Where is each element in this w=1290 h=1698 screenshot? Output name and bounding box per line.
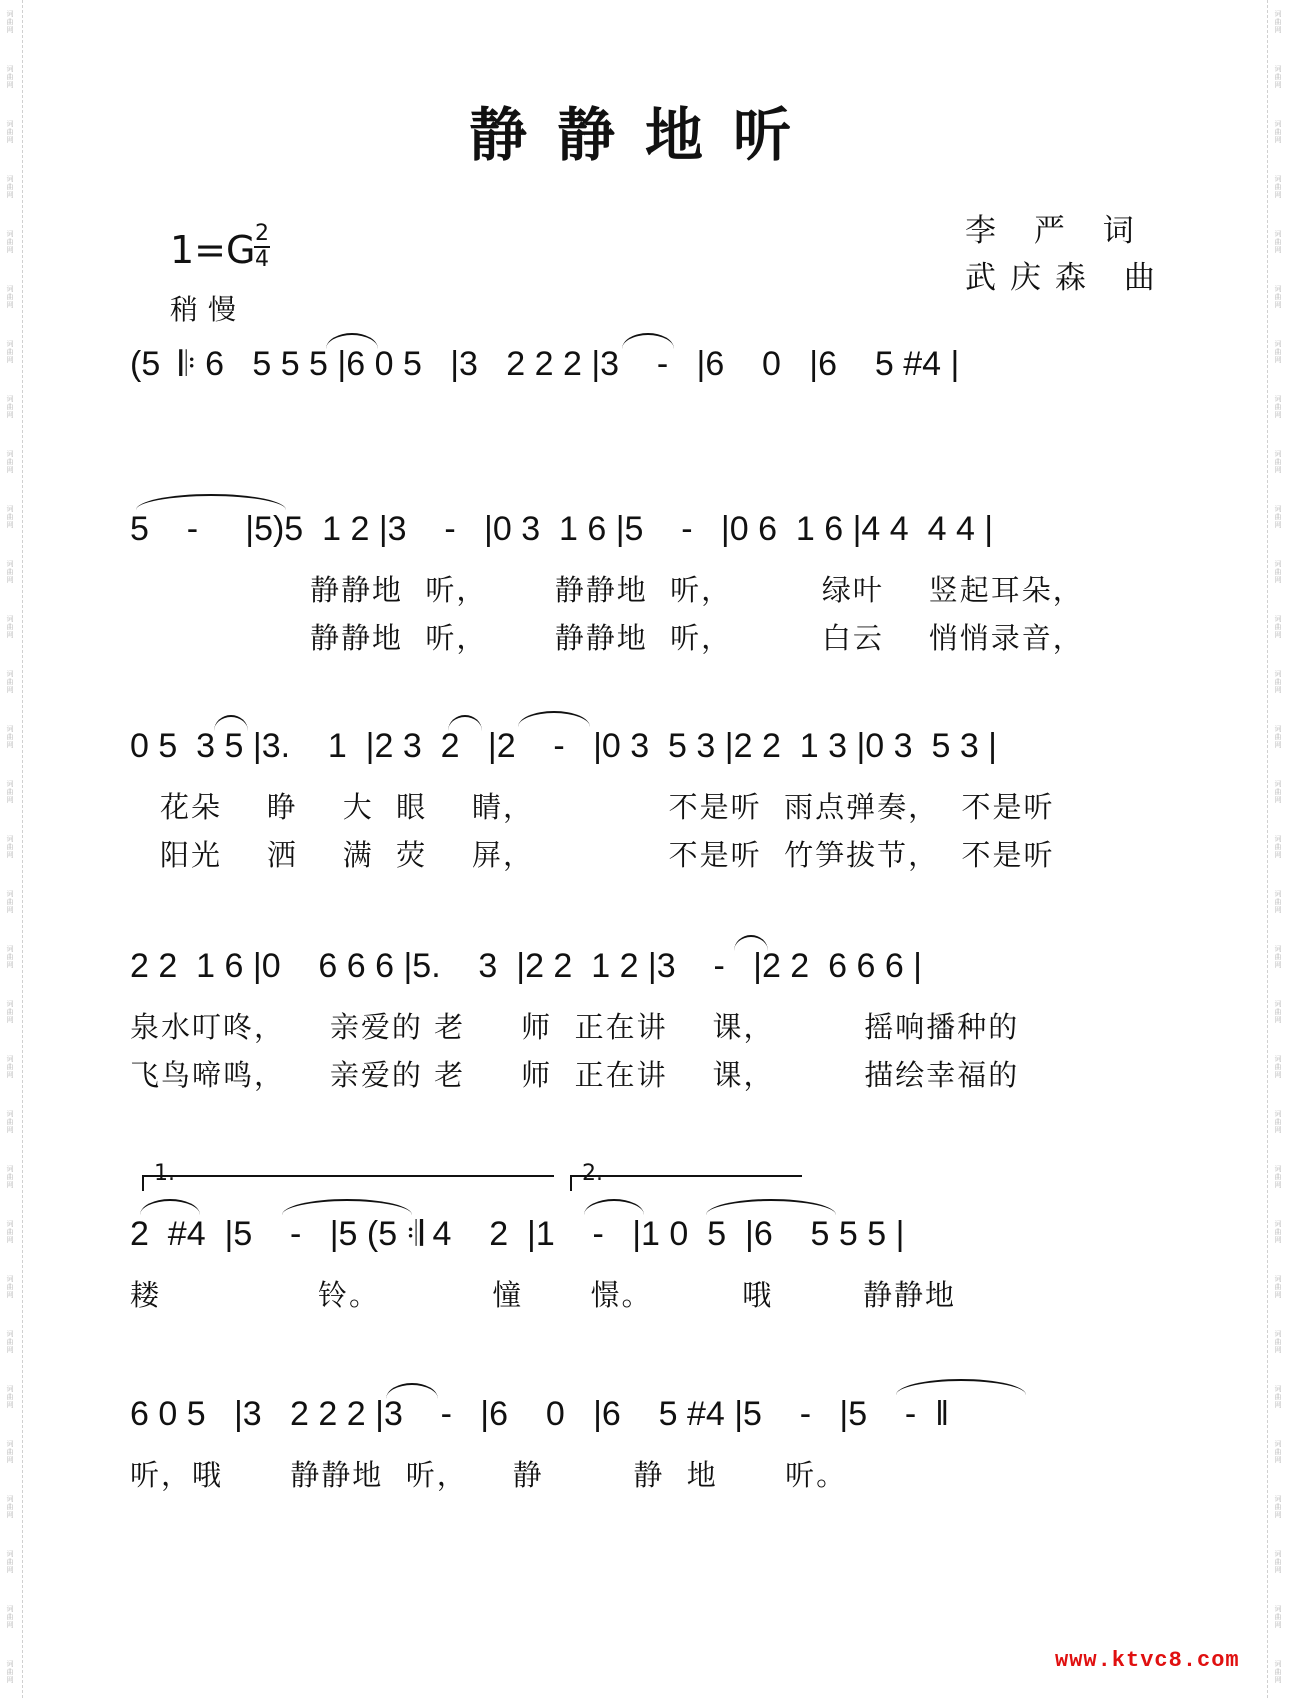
- side-watermark-text: 词曲网: [1274, 175, 1282, 199]
- right-watermark-strip: [1267, 0, 1290, 1698]
- side-watermark-text: 词曲网: [6, 1385, 14, 1409]
- side-watermark-text: 词曲网: [1274, 1605, 1282, 1629]
- side-watermark-text: 词曲网: [1274, 340, 1282, 364]
- notation-line: (5 𝄆 6 5 5 5 |6 0 5 |3 2 2 2 |3 - |6 0 |6 5 #4 |: [130, 345, 960, 383]
- time-denominator: 4: [255, 247, 269, 272]
- side-watermark-text: 词曲网: [1274, 1000, 1282, 1024]
- left-watermark-strip: [0, 0, 23, 1698]
- side-watermark-text: 词曲网: [6, 560, 14, 584]
- side-watermark-text: 词曲网: [6, 1605, 14, 1629]
- side-watermark-text: 词曲网: [6, 725, 14, 749]
- side-watermark-text: 词曲网: [6, 1110, 14, 1134]
- side-watermark-text: 词曲网: [6, 1330, 14, 1354]
- side-watermark-text: 词曲网: [1274, 725, 1282, 749]
- side-watermark-text: 词曲网: [6, 1660, 14, 1684]
- side-watermark-text: 词曲网: [1274, 10, 1282, 34]
- slur: [140, 1199, 200, 1215]
- time-numerator: 2: [255, 221, 269, 246]
- side-watermark-text: 词曲网: [6, 1550, 14, 1574]
- side-watermark-text: 词曲网: [6, 1165, 14, 1189]
- side-watermark-text: 词曲网: [1274, 1495, 1282, 1519]
- second-ending-label: 2.: [582, 1161, 603, 1186]
- side-watermark-text: 词曲网: [1274, 1385, 1282, 1409]
- side-watermark-text: 词曲网: [6, 1055, 14, 1079]
- side-watermark-text: 词曲网: [1274, 1660, 1282, 1684]
- lyric-verse-1: 泉水叮咚， 亲爱的 老 师 正在讲 课， 摇响播种的: [130, 1010, 1020, 1044]
- side-watermark-text: 词曲网: [6, 890, 14, 914]
- triplet-slur: [326, 333, 378, 349]
- slur: [734, 935, 768, 951]
- lyric-verse-2: 静静地 听， 静静地 听， 白云 悄悄录音，: [310, 621, 1084, 655]
- time-signature: [254, 222, 270, 272]
- side-watermark-text: 词曲网: [1274, 1550, 1282, 1574]
- side-watermark-text: 词曲网: [6, 230, 14, 254]
- tie-slur: [136, 494, 286, 510]
- song-title: 静静地听: [468, 101, 821, 169]
- tie-slur: [518, 711, 590, 727]
- side-watermark-text: 词曲网: [6, 1220, 14, 1244]
- lyric-line: 耧 铃。 憧 憬。 哦 静静地: [130, 1278, 957, 1312]
- side-watermark-text: 词曲网: [6, 340, 14, 364]
- side-watermark-text: 词曲网: [6, 1440, 14, 1464]
- side-watermark-text: 词曲网: [1274, 1330, 1282, 1354]
- first-ending-label: 1.: [154, 1161, 175, 1186]
- notation-line: 0 5 3 5 |3. 1 |2 3 2 |2 - |0 3 5 3 |2 2 1 3 |0 3 5 3 |: [130, 727, 997, 765]
- side-watermark-text: 词曲网: [1274, 670, 1282, 694]
- tie-slur: [282, 1199, 412, 1215]
- side-watermark-text: 词曲网: [6, 120, 14, 144]
- key-signature: 1=G: [170, 228, 256, 272]
- side-watermark-text: 词曲网: [6, 670, 14, 694]
- second-ending-bracket: [570, 1175, 802, 1191]
- tie-slur: [706, 1199, 836, 1215]
- side-watermark-text: 词曲网: [1274, 1220, 1282, 1244]
- side-watermark-text: 词曲网: [1274, 230, 1282, 254]
- side-watermark-text: 词曲网: [6, 65, 14, 89]
- lyric-line: 听，哦 静静地 听， 静 静 地 听。: [130, 1458, 848, 1492]
- side-watermark-text: 词曲网: [1274, 945, 1282, 969]
- side-watermark-text: 词曲网: [1274, 505, 1282, 529]
- triplet-slur: [386, 1383, 438, 1399]
- side-watermark-text: 词曲网: [1274, 450, 1282, 474]
- site-watermark: www.ktvc8.com: [1055, 1648, 1240, 1673]
- lyricist-credit: 李 严 词: [965, 213, 1148, 249]
- side-watermark-text: 词曲网: [1274, 285, 1282, 309]
- side-watermark-text: 词曲网: [6, 10, 14, 34]
- side-watermark-text: 词曲网: [1274, 65, 1282, 89]
- lyric-verse-1: 静静地 听， 静静地 听， 绿叶 竖起耳朵，: [310, 573, 1084, 607]
- side-watermark-text: 词曲网: [6, 505, 14, 529]
- side-watermark-text: 词曲网: [6, 945, 14, 969]
- side-watermark-text: 词曲网: [1274, 395, 1282, 419]
- side-watermark-text: 词曲网: [1274, 890, 1282, 914]
- side-watermark-text: 词曲网: [6, 1000, 14, 1024]
- side-watermark-text: 词曲网: [1274, 1110, 1282, 1134]
- notation-line: 2 2 1 6 |0 6 6 6 |5. 3 |2 2 1 2 |3 - |2 2 6 6 6 |: [130, 947, 923, 985]
- side-watermark-text: 词曲网: [1274, 1055, 1282, 1079]
- notation-line: 6 0 5 |3 2 2 2 |3 - |6 0 |6 5 #4 |5 - |5 - ‖: [130, 1395, 950, 1433]
- side-watermark-text: 词曲网: [6, 1275, 14, 1299]
- slur: [448, 715, 482, 731]
- side-watermark-text: 词曲网: [6, 615, 14, 639]
- side-watermark-text: 词曲网: [1274, 560, 1282, 584]
- notation-line: 5 - |5)5 1 2 |3 - |0 3 1 6 |5 - |0 6 1 6 |4 4 4 4 |: [130, 510, 994, 548]
- lyric-verse-1: 花朵 睁 大 眼 睛， 不是听 雨点弹奏， 不是听: [160, 790, 1055, 824]
- tie-slur: [896, 1379, 1026, 1395]
- tempo-marking: 稍慢: [170, 293, 247, 326]
- side-watermark-text: 词曲网: [6, 395, 14, 419]
- side-watermark-text: 词曲网: [1274, 1165, 1282, 1189]
- lyric-verse-2: 飞鸟啼鸣， 亲爱的 老 师 正在讲 课， 描绘幸福的: [130, 1058, 1020, 1092]
- side-watermark-text: 词曲网: [1274, 835, 1282, 859]
- slur: [214, 715, 248, 731]
- triplet-slur: [622, 333, 674, 349]
- lyric-verse-2: 阳光 洒 满 荧 屏， 不是听 竹笋拔节， 不是听: [160, 838, 1055, 872]
- side-watermark-text: 词曲网: [6, 835, 14, 859]
- notation-line: 2 #4 |5 - |5 (5 𝄇 4 2 |1 - |1 0 5 |6 5 5 5 |: [130, 1215, 905, 1253]
- slur: [584, 1199, 644, 1215]
- side-watermark-text: 词曲网: [6, 1495, 14, 1519]
- side-watermark-text: 词曲网: [6, 780, 14, 804]
- side-watermark-text: 词曲网: [1274, 120, 1282, 144]
- first-ending-bracket: [142, 1175, 554, 1191]
- side-watermark-text: 词曲网: [6, 175, 14, 199]
- side-watermark-text: 词曲网: [1274, 615, 1282, 639]
- side-watermark-text: 词曲网: [6, 450, 14, 474]
- side-watermark-text: 词曲网: [1274, 780, 1282, 804]
- side-watermark-text: 词曲网: [6, 285, 14, 309]
- side-watermark-text: 词曲网: [1274, 1275, 1282, 1299]
- side-watermark-text: 词曲网: [1274, 1440, 1282, 1464]
- composer-credit: 武庆森 曲: [965, 260, 1169, 296]
